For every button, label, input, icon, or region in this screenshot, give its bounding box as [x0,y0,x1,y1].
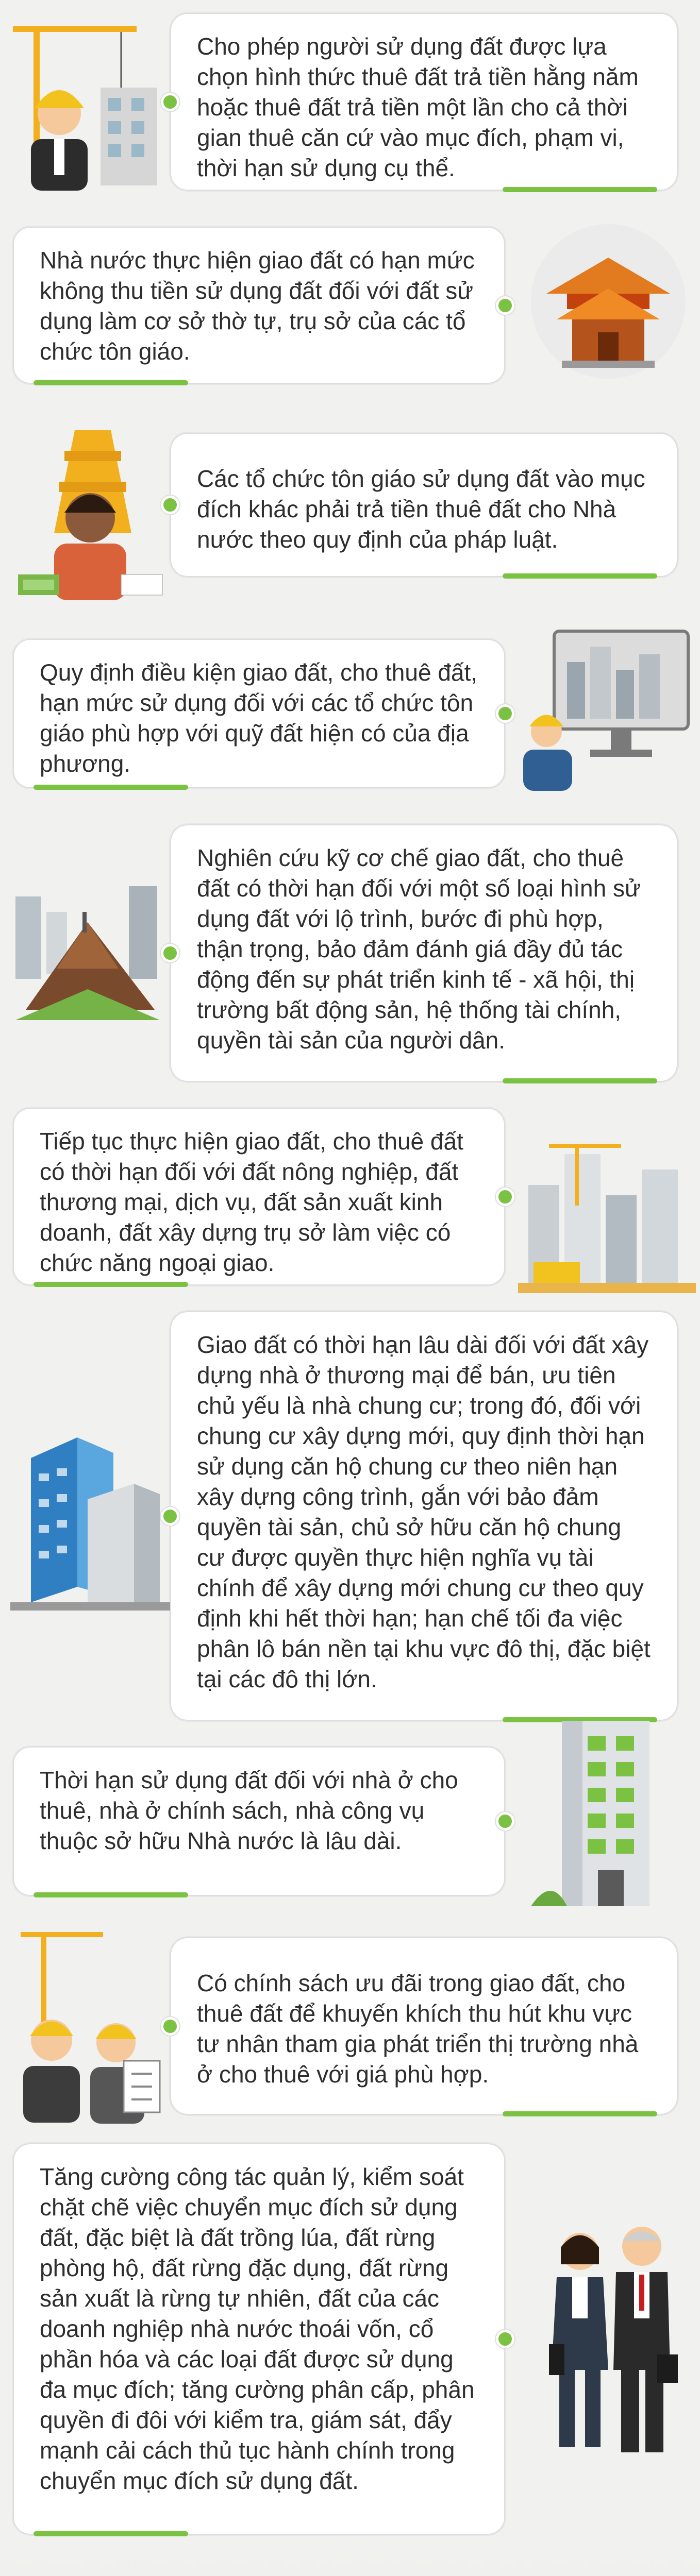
item-text-1: Cho phép người sử dụng đất được lựa chọn hình thức thuê đất trả tiền hằng năm hoặc thuê đất trả tiền một lần cho cả thời gian thuê căn cứ vào mục đích, phạm vi, thời hạn sử dụng cụ thể. [197,33,639,181]
rental-building-illustration-icon [531,1710,675,1917]
item-card-8 [13,1747,505,1896]
item-text-9: Có chính sách ưu đãi trong giao đất, cho thuê đất để khuyến khích thu hút khu vực tư nhân tham gia phát triển thị trường nhà ở cho thuê với giá phù hợp. [197,1970,639,2088]
crane-building-illustration-icon [3,10,173,196]
item-card-2 [13,227,505,384]
item-card-10 [13,2143,505,2535]
item-text-2: Nhà nước thực hiện giao đất có hạn mức không thu tiền sử dụng đất đối với đất sử dụng làm cơ sở thờ tự, trụ sở của các tổ chức tôn giáo. [40,247,475,365]
bullet-dot [496,704,514,723]
religious-org-person-illustration-icon [8,420,168,616]
bullet-dot [496,1812,514,1831]
item-text-8: Thời hạn sử dụng đất đối với nhà ở cho thuê, nhà ở chính sách, nhà công vụ thuộc sở hữu Nhà nước là lâu dài. [40,1767,458,1854]
item-card-9 [170,1937,678,2115]
item-card-6 [13,1108,505,1285]
item-text-4: Quy định điều kiện giao đất, cho thuê đất, hạn mức sử dụng đối với các tổ chức tôn giáo phù hợp với quỹ đất hiện có của địa phương. [40,659,478,777]
item-text-3: Các tổ chức tôn giáo sử dụng đất vào mục đích khác phải trả tiền thuê đất cho Nhà nước theo quy định của pháp luật. [197,465,645,553]
bullet-dot [496,2330,514,2348]
item-card-1 [170,13,678,191]
item-card-3 [170,433,678,577]
construction-skyline-illustration-icon [518,1133,696,1298]
apartment-buildings-illustration-icon [10,1417,170,1613]
temple-illustration-icon [526,216,691,386]
workers-checklist-illustration-icon [5,1922,170,2128]
land-city-illustration-icon [5,866,170,1030]
item-text-10: Tăng cường công tác quản lý, kiểm soát chặt chẽ việc chuyển mục đích sử dụng đất, đặc biệt là đất trồng lúa, đất rừng phòng hộ, đất rừng đặc dụng, đất rừng sản xuất là rừng tự nhiên, đất của các doanh nghiệp nhà nước thoái vốn, cổ phần hóa và các loại đất được sử dụng đa mục đích; tăng cường phân cấp, phân quyền đi đôi với kiểm tra, giám sát, đẩy mạnh cải cách thủ tục hành chính trong chuyển mục đích sử dụng đất. [40,2163,475,2494]
item-text-6: Tiếp tục thực hiện giao đất, cho thuê đất có thời hạn đối với đất nông nghiệp, đất thương mại, dịch vụ, đất sản xuất kinh doanh, đất xây dựng trụ sở làm việc có chức năng ngoại giao. [40,1128,463,1276]
bullet-dot [496,296,514,315]
item-card-5 [170,824,678,1082]
hills-trees-icon [0,2550,700,2576]
item-text-5: Nghiên cứu kỹ cơ chế giao đất, cho thuê đất có thời hạn đối với một số loại hình sử dụng đất với lộ trình, bước đi phù hợp, thận trọng, bảo đảm đánh giá đầy đủ tác động đến sự phát triển kinh tế - xã hội, thị trường bất động sản, hệ thống tài chính, quyền tài sản của người dân. [197,844,641,1054]
item-card-7 [170,1311,678,1721]
item-card-4 [13,639,505,788]
bullet-dot [496,1188,514,1206]
city-monitor-illustration-icon [518,621,696,796]
landscape-background [0,2550,700,2576]
business-people-illustration-icon [531,2215,686,2463]
item-text-7: Giao đất có thời hạn lâu dài đối với đất xây dựng nhà ở thương mại để bán, ưu tiên chủ yếu là nhà chung cư; trong đó, đối với chung cư xây dựng mới, quy định thời hạn sử dụng căn hộ chung cư theo niên hạn xây dựng công trình, gắn với bảo đảm quyền tài sản, chủ sở hữu căn hộ chung cư được quyền thực hiện nghĩa vụ tài chính để xây dựng mới chung cư theo quy định khi hết thời hạn; hạn chế tối đa việc phân lô bán nền tại khu vực đô thị, đặc biệt tại các đô thị lớn. [197,1331,651,1692]
